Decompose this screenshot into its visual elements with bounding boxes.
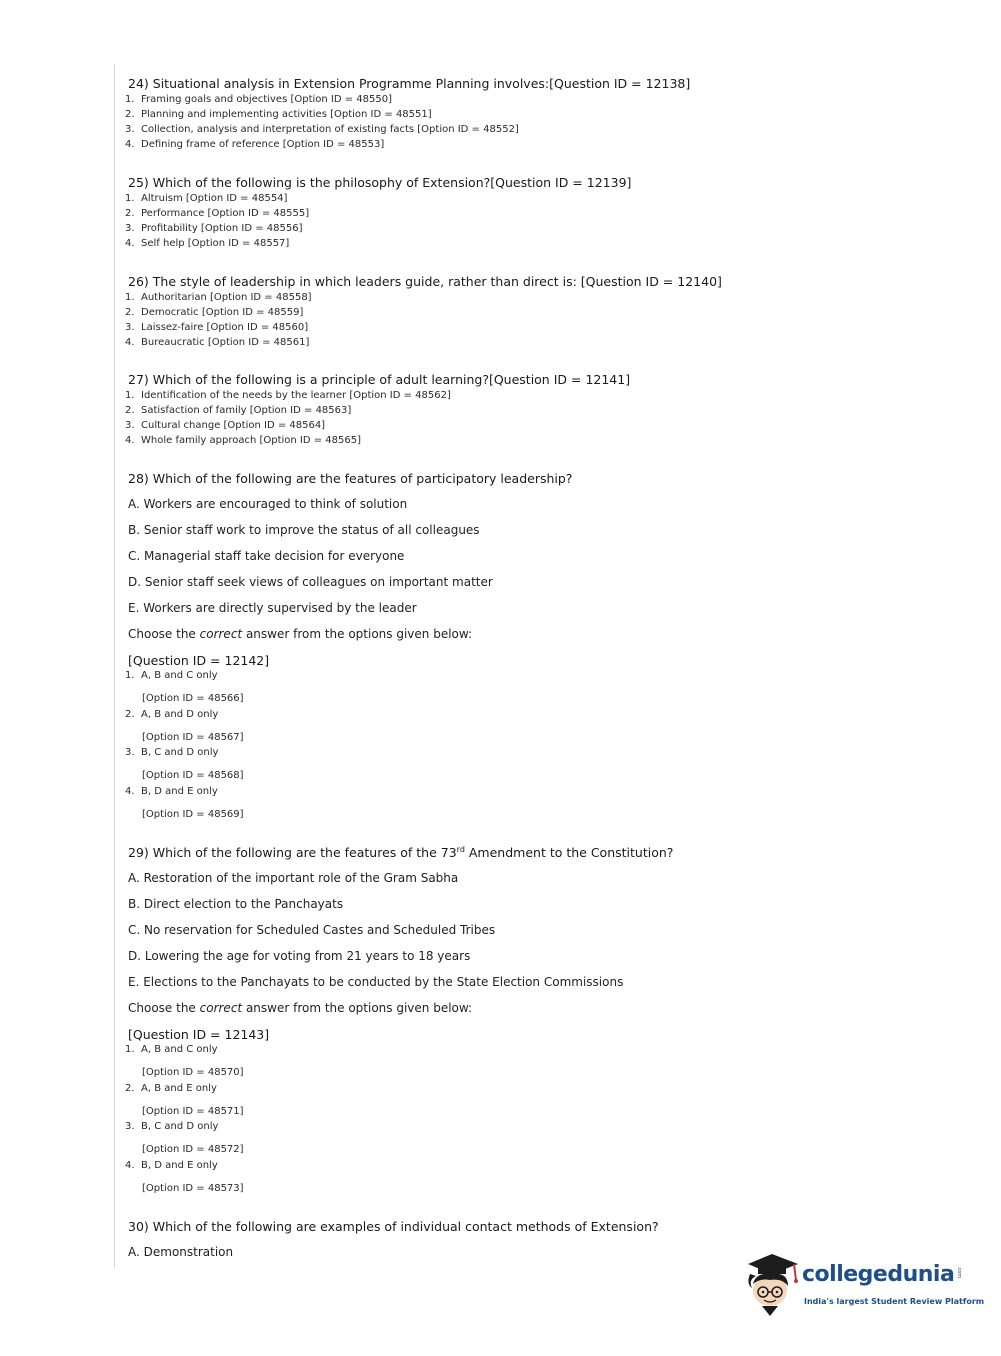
question-29-statement-d: D. Lowering the age for voting from 21 years to 18 years <box>128 949 471 963</box>
question-24-option-4[interactable]: 4. Defining frame of reference [Option ID = 48553] <box>125 139 385 150</box>
question-29-title: 29) Which of the following are the features of the 73rd Amendment to the Constitution? <box>128 844 674 860</box>
question-29-option-1-id: [Option ID = 48570] <box>142 1067 244 1078</box>
page-left-rule <box>114 64 115 1269</box>
question-28-option-1[interactable]: 1. A, B and C only <box>125 670 218 681</box>
question-29-statement-a: A. Restoration of the important role of the Gram Sabha <box>128 871 459 885</box>
question-28-statement-d: D. Senior staff seek views of colleagues on important matter <box>128 575 493 589</box>
question-28-statement-c: C. Managerial staff take decision for everyone <box>128 549 405 563</box>
question-29-statement-c: C. No reservation for Scheduled Castes and Scheduled Tribes <box>128 923 496 937</box>
question-29-option-2-id: [Option ID = 48571] <box>142 1106 244 1117</box>
question-28-statement-a: A. Workers are encouraged to think of solution <box>128 497 408 511</box>
question-28-option-2[interactable]: 2. A, B and D only <box>125 709 219 720</box>
question-28-id: [Question ID = 12142] <box>128 653 270 668</box>
question-28-option-3[interactable]: 3. B, C and D only <box>125 747 219 758</box>
question-26-option-1[interactable]: 1. Authoritarian [Option ID = 48558] <box>125 292 312 303</box>
mascot-graduation-cap-icon <box>742 1250 800 1318</box>
question-24-option-3[interactable]: 3. Collection, analysis and interpretation of existing facts [Option ID = 48552] <box>125 124 519 135</box>
question-29-option-1[interactable]: 1. A, B and C only <box>125 1044 218 1055</box>
question-29-option-3[interactable]: 3. B, C and D only <box>125 1121 219 1132</box>
question-30-title: 30) Which of the following are examples of individual contact methods of Extension? <box>128 1219 659 1234</box>
question-24-option-2[interactable]: 2. Planning and implementing activities [Option ID = 48551] <box>125 109 432 120</box>
question-28-option-3-id: [Option ID = 48568] <box>142 770 244 781</box>
question-29-statement-b: B. Direct election to the Panchayats <box>128 897 344 911</box>
question-29-id: [Question ID = 12143] <box>128 1027 270 1042</box>
question-28-option-4-id: [Option ID = 48569] <box>142 809 244 820</box>
question-28-choose-instruction: Choose the correct answer from the options given below: <box>128 627 473 641</box>
question-26-title: 26) The style of leadership in which leaders guide, rather than direct is: [Question ID = 12140] <box>128 274 722 289</box>
question-25-option-2[interactable]: 2. Performance [Option ID = 48555] <box>125 208 310 219</box>
question-25-option-4[interactable]: 4. Self help [Option ID = 48557] <box>125 238 290 249</box>
question-29-statement-e: E. Elections to the Panchayats to be conducted by the State Election Commissions <box>128 975 624 989</box>
question-28-title: 28) Which of the following are the features of participatory leadership? <box>128 471 573 486</box>
question-27-option-2[interactable]: 2. Satisfaction of family [Option ID = 48563] <box>125 405 352 416</box>
question-27-title: 27) Which of the following is a principle of adult learning?[Question ID = 12141] <box>128 372 631 387</box>
question-28-option-4[interactable]: 4. B, D and E only <box>125 786 218 797</box>
question-25-option-1[interactable]: 1. Altruism [Option ID = 48554] <box>125 193 288 204</box>
question-26-option-2[interactable]: 2. Democratic [Option ID = 48559] <box>125 307 304 318</box>
question-28-statement-e: E. Workers are directly supervised by the leader <box>128 601 417 615</box>
question-27-option-1[interactable]: 1. Identification of the needs by the learner [Option ID = 48562] <box>125 390 451 401</box>
logo-com-suffix: .com <box>956 1266 962 1279</box>
collegedunia-logo[interactable] <box>742 1250 985 1320</box>
logo-tagline: India's largest Student Review Platform <box>804 1297 985 1306</box>
question-27-option-3[interactable]: 3. Cultural change [Option ID = 48564] <box>125 420 326 431</box>
question-28-option-1-id: [Option ID = 48566] <box>142 693 244 704</box>
question-26-option-3[interactable]: 3. Laissez-faire [Option ID = 48560] <box>125 322 309 333</box>
question-30-statement-a: A. Demonstration <box>128 1245 234 1259</box>
question-29-option-3-id: [Option ID = 48572] <box>142 1144 244 1155</box>
question-29-option-2[interactable]: 2. A, B and E only <box>125 1083 217 1094</box>
question-26-option-4[interactable]: 4. Bureaucratic [Option ID = 48561] <box>125 337 310 348</box>
question-24-option-1[interactable]: 1. Framing goals and objectives [Option ID = 48550] <box>125 94 393 105</box>
question-24-title: 24) Situational analysis in Extension Programme Planning involves:[Question ID = 12138] <box>128 76 691 91</box>
question-25-title: 25) Which of the following is the philosophy of Extension?[Question ID = 12139] <box>128 175 632 190</box>
question-29-choose-instruction: Choose the correct answer from the options given below: <box>128 1001 473 1015</box>
question-25-option-3[interactable]: 3. Profitability [Option ID = 48556] <box>125 223 303 234</box>
logo-wordmark: collegedunia <box>802 1262 955 1287</box>
question-29-option-4-id: [Option ID = 48573] <box>142 1183 244 1194</box>
question-29-option-4[interactable]: 4. B, D and E only <box>125 1160 218 1171</box>
question-28-statement-b: B. Senior staff work to improve the status of all colleagues <box>128 523 480 537</box>
question-27-option-4[interactable]: 4. Whole family approach [Option ID = 48565] <box>125 435 362 446</box>
question-28-option-2-id: [Option ID = 48567] <box>142 732 244 743</box>
